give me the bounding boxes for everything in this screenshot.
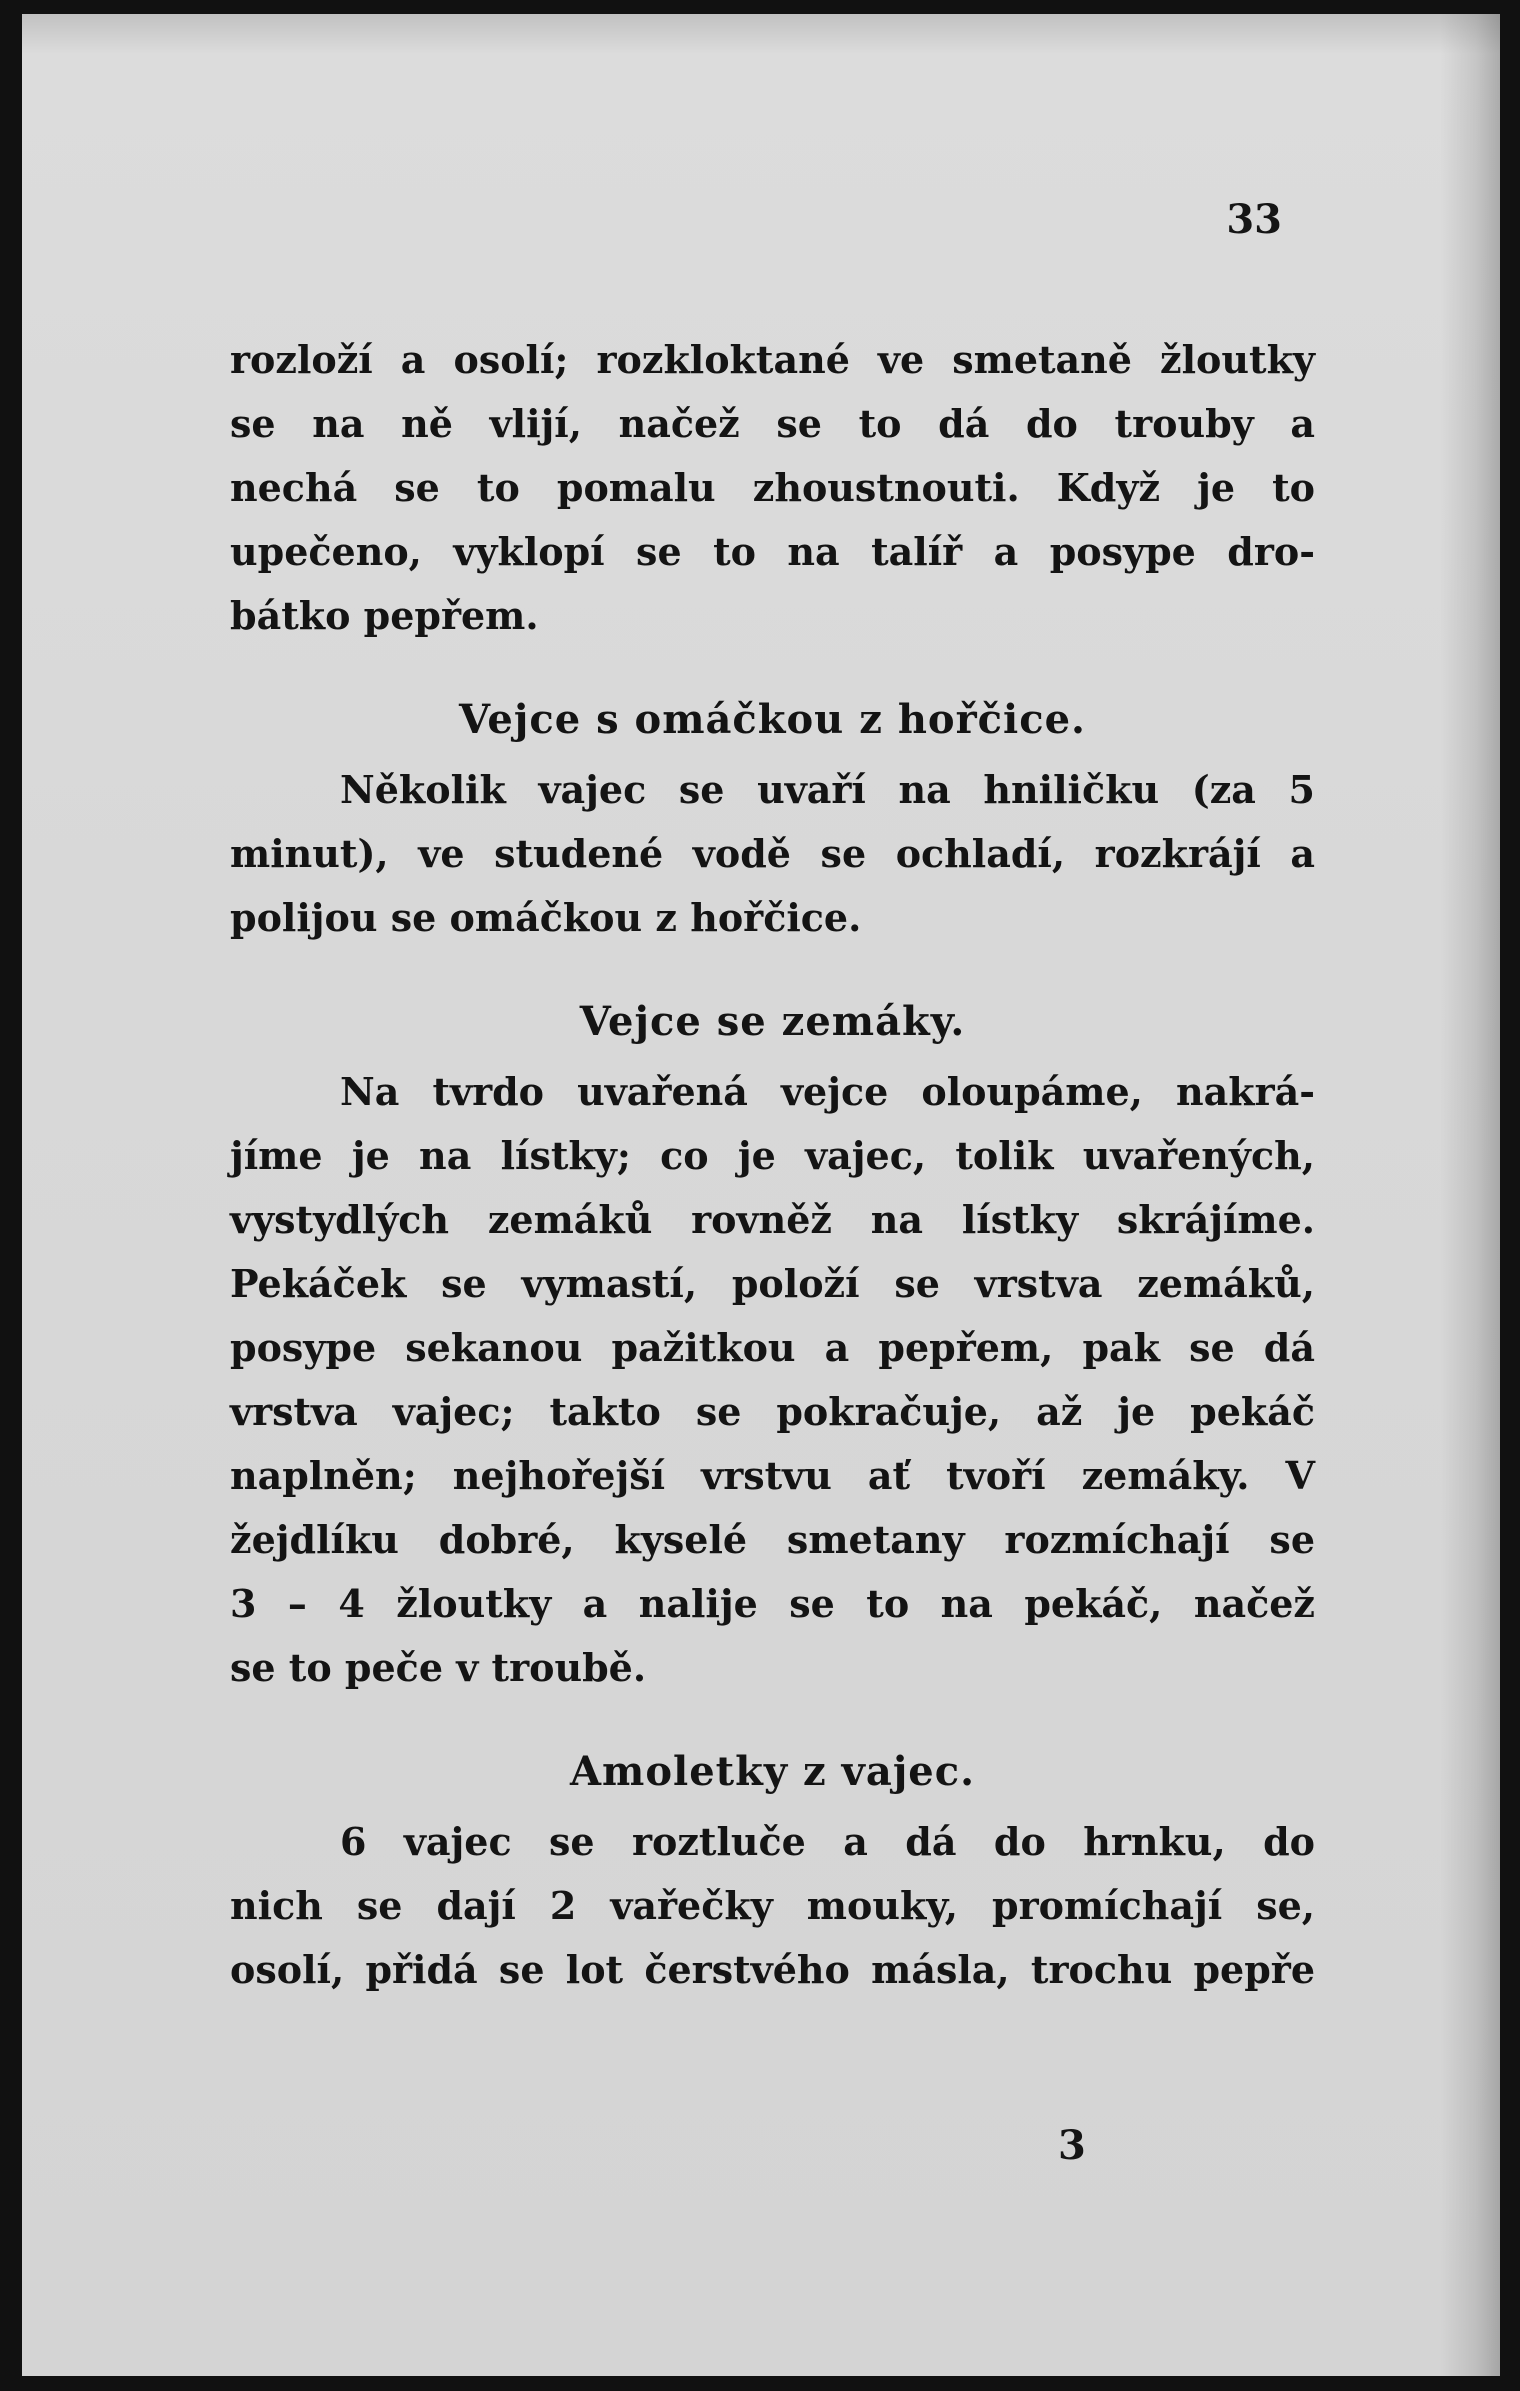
book-page	[22, 14, 1500, 2376]
text-line-s2-1: jíme je na lístky; co je vajec, tolik uvařených,	[230, 1133, 1315, 1178]
text-line-s2-9: se to peče v troubě.	[230, 1645, 647, 1690]
text-line-s3-2: osolí, přidá se lot čerstvého másla, trochu pepře	[230, 1947, 1315, 1992]
text-line-p1-2: nechá se to pomalu zhoustnouti. Když je to	[230, 465, 1315, 510]
text-line-s2-3: Pekáček se vymastí, položí se vrstva zemáků,	[230, 1261, 1315, 1306]
text-line-s3-0: 6 vajec se roztluče a dá do hrnku, do	[340, 1819, 1315, 1864]
signature-mark: 3	[1058, 2122, 1086, 2169]
section-heading-omelettes: Amoletky z vajec.	[569, 1748, 976, 1795]
text-line-s2-7: žejdlíku dobré, kyselé smetany rozmíchají se	[230, 1517, 1315, 1562]
text-line-p1-3: upečeno, vyklopí se to na talíř a posype dro-	[230, 529, 1315, 574]
text-line-s3-1: nich se dají 2 vařečky mouky, promíchají se,	[230, 1883, 1315, 1928]
page-edge-shadow	[1440, 14, 1500, 2376]
section-heading-eggs-potatoes: Vejce se zemáky.	[579, 998, 966, 1045]
text-line-s2-5: vrstva vajec; takto se pokračuje, až je pekáč	[230, 1389, 1315, 1434]
text-line-s2-6: naplněn; nejhořejší vrstvu ať tvoří zemáky. V	[230, 1453, 1315, 1498]
text-line-s2-2: vystydlých zemáků rovněž na lístky skrájíme.	[230, 1197, 1315, 1242]
text-line-p1-4: bátko pepřem.	[230, 593, 539, 638]
text-line-s2-4: posype sekanou pažitkou a pepřem, pak se dá	[230, 1325, 1315, 1370]
text-line-p1-1: se na ně vlijí, načež se to dá do trouby a	[230, 401, 1315, 446]
text-line-s1-0: Několik vajec se uvaří na hniličku (za 5	[340, 767, 1315, 812]
section-heading-mustard-eggs: Vejce s omáčkou z hořčice.	[459, 696, 1086, 743]
text-line-s1-2: polijou se omáčkou z hořčice.	[230, 895, 862, 940]
page-top-shadow	[22, 14, 1500, 54]
page-number: 33	[1226, 196, 1282, 243]
text-line-s2-8: 3 – 4 žloutky a nalije se to na pekáč, načež	[230, 1581, 1315, 1626]
text-line-s2-0: Na tvrdo uvařená vejce oloupáme, nakrá-	[340, 1069, 1315, 1114]
text-line-s1-1: minut), ve studené vodě se ochladí, rozkrájí a	[230, 831, 1315, 876]
text-line-p1-0: rozloží a osolí; rozkloktané ve smetaně žloutky	[230, 337, 1315, 382]
